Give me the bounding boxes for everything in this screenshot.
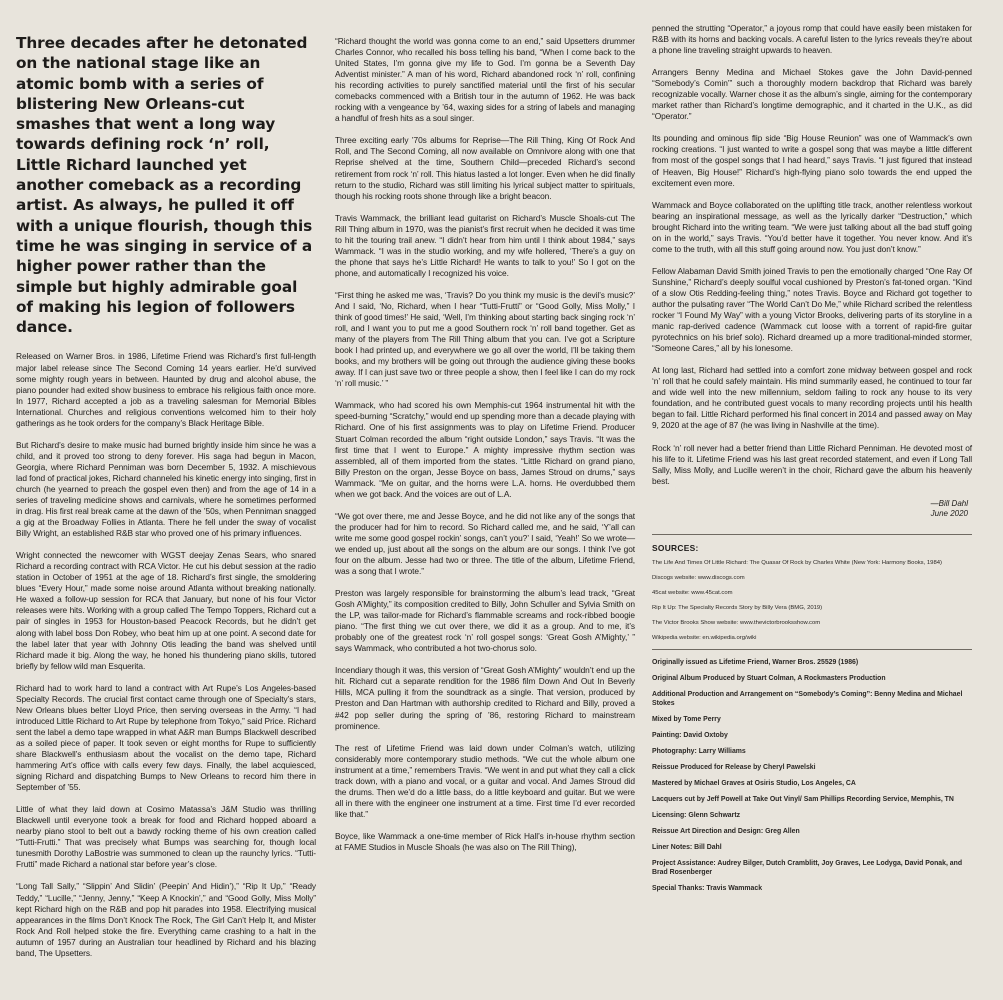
body-paragraph: The rest of Lifetime Friend was laid down under Colman’s watch, utilizing considerably more contemporary studio methods. “We cut the whole album one instrument at a time,” remembers Travis. “We went in and put what they call a click track down, with a piano and vocal, or a guitar and vocal. And James Stroud did the drums. Then we’d do a little bass, do a little keyboard and guitar. But we were all in there with the engineer one instrument at a time. First time I’d ever recorded like that.” <box>335 742 635 819</box>
credit-line: Reissue Art Direction and Design: Greg Allen <box>652 827 800 835</box>
body-paragraph: “Richard thought the world was gonna come to an end,” said Upsetters drummer Charles Connor, who recalled his boss telling his band, “When I come back to the United States, I’m gonna give my life to God. I’m gonna be a Seventh Day Adventist minister.” A man of his word, Richard abandoned rock ‘n’ roll, confining his recording activities to purely sanctified material until the first of his secular comebacks commenced with a British tour in the autumn of 1962. He was back rocking with a vengeance by ’64, waxing sides for a string of labels and managing a handful of fresh hits as a soul singer. <box>335 36 635 124</box>
body-paragraph: “Long Tall Sally,” “Slippin’ And Slidin’ (Peepin’ And Hidin’),” “Rip It Up,” “Ready Teddy,” “Lucille,” “Jenny, Jenny,” “Keep A Knockin’,” and “Good Golly, Miss Molly” kept Richard high on the R&B and pop hit parades into 1958. Electrifying musical appearances in the films Don’t Knock The Rock, The Girl Can’t Help It, and Mister Rock And Roll helped stoke the fire. Everything came crashing to a halt in the autumn of 1957 during an Australian tour headlined by Richard and his blazing band, The Upsetters. <box>16 881 316 958</box>
body-paragraph: But Richard’s desire to make music had burned brightly inside him since he was a child, and it proved too strong to deny forever. His saga had begun in Macon, Georgia, where Richard Penniman was born December 5, 1932. A mischievous lad fond of practical jokes, Richard channeled his kinetic energy into singing, first in church (he yearned to preach the gospel even then) and from the age of 14 in a series of traveling medicine shows and carnivals, where he sometimes performed in drag. His first real break came at the dawn of the ’50s, when Penniman snagged a gig at the Broadway Follies in Atlanta. There he fell under the sway of vocalist Billy Wright, an established R&B star who proved one of his primary influences. <box>16 439 316 539</box>
body-paragraph: Rock ‘n’ roll never had a better friend than Little Richard Penniman. He devoted most of his life to it. Lifetime Friend was his last great recorded statement, and even if Long Tall Sally, Miss Molly, and Lucille weren’t in the choir, Richard gave the album his heavenly best. <box>652 442 972 486</box>
body-paragraph: “First thing he asked me was, ‘Travis? Do you think my music is the devil’s music?’ And I said, ‘No, Richard, when I hear “Tutti-Frutti” or “Good Golly, Miss Molly,” I think of good times!’ He said, ‘Well, I’m thinking about starting back singing rock ‘n’ roll, and I want you to put me a good Southern rock ‘n’ roll band together. Get as many of the players from The Rill Thing album that you can. I’ve got a Scripture book I had printed up, and everywhere we go all over the world, I’ll be taking them books, and my brothers will be going out through the audience giving these books away. If I can just save two or three people a show, then I feel like I can do my rock ‘n’ roll music.’ ” <box>335 289 635 389</box>
credit-line: Mastered by Michael Graves at Osiris Studio, Los Angeles, CA <box>652 779 856 787</box>
credits-section <box>652 658 972 893</box>
credit-line: Special Thanks: Travis Wammack <box>652 884 763 892</box>
divider <box>652 534 972 535</box>
column-3 <box>652 0 972 900</box>
column-2 <box>335 0 635 864</box>
body-paragraph: Its pounding and ominous flip side “Big House Reunion” was one of Wammack’s own rocking creations. “I just wanted to write a gospel song that was maybe a little different from most of the gospel songs that I had heard,” says Travis. “I just figured that instead of Heaven, Big House!” Richard’s high-flying piano solo towards the end upped the excitement even more. <box>652 133 972 188</box>
intro-paragraph: Three decades after he detonated on the national stage like an atomic bomb with a series of blistering New Orleans-cut smashes that went a long way towards defining rock ‘n’ roll, Little Richard launched yet another comeback as a recording artist. As always, he pulled it off with a unique flourish, though this time he was singing in service of a higher power rather than the simple but highly admirable goal of making his legion of followers dance. <box>16 34 313 337</box>
signature-date: June 2020 <box>930 509 968 519</box>
source-item: The Life And Times Of Little Richard: The Quasar Of Rock by Charles White (New York: Harmony Books, 1984) <box>652 559 942 566</box>
body-paragraph: Arrangers Benny Medina and Michael Stokes gave the John David-penned “Somebody’s Comin’” such a thoroughly modern backdrop that Richard was barely recognizable vocally. Warner chose it as the album’s single, aiming for the contemporary market rather than Richard’s longtime demographic, and it charted in the U.K., as did “Operator.” <box>652 67 972 122</box>
credit-line: Liner Notes: Bill Dahl <box>652 843 722 851</box>
credit-line: Original Album Produced by Stuart Colman, A Rockmasters Production <box>652 674 886 682</box>
source-item: 45cat website: www.45cat.com <box>652 589 733 596</box>
credit-line: Additional Production and Arrangement on “Somebody’s Coming”: Benny Medina and Michael Stokes <box>652 690 963 707</box>
source-item: Wikipedia website: en.wikipedia.org/wiki <box>652 634 757 641</box>
body-paragraph: Incendiary though it was, this version of “Great Gosh A’Mighty” wouldn’t end up the hit. Richard cut a separate rendition for the 1986 film Down And Out In Beverly Hills, MCA pulling it from the soundtrack as a single. That version, produced by Preston and Dan Hartman with authorship credited to Richard and Billy, proved a #42 pop seller during the spring of ’86, restoring Richard to mainstream prominence. <box>335 665 635 731</box>
credit-line: Photography: Larry Williams <box>652 747 746 755</box>
source-item: Rip It Up: The Specialty Records Story by Billy Vera (BMG, 2019) <box>652 604 823 611</box>
source-item: Discogs website: www.discogs.com <box>652 574 745 581</box>
credit-line: Originally issued as Lifetime Friend, Warner Bros. 25529 (1986) <box>652 658 859 666</box>
sources-section <box>652 543 972 642</box>
body-paragraph: Released on Warner Bros. in 1986, Lifetime Friend was Richard’s first full-length major label release since The Second Coming 14 years earlier. He’d survived some mighty rough years in between. Haunted by drug and alcohol abuse, the piano pounder had exited show business to embrace his religious faith once more. In 1977, Richard accepted a job as a traveling salesman for Memorial Bibles International. Churches and religious conventions welcomed him to their holy gatherings as he took orders for the company’s Black Heritage Bible. <box>16 351 316 428</box>
body-paragraph: Wammack and Boyce collaborated on the uplifting title track, another relentless workout bearing an inspirational message, as well as the lyrically darker “Destruction,” which brought Richard into the writing team. “We were just talking about all the bad stuff going on in the world,” says Travis. “You’d better have it together. You never know. And it’s come to the truth, with all this stuff going around now. You just don’t know.” <box>652 199 972 254</box>
author-name: —Bill Dahl <box>930 498 968 508</box>
column-1 <box>16 0 316 970</box>
body-paragraph: Preston was largely responsible for brainstorming the album’s lead track, “Great Gosh A’Mighty,” its composition credited to Billy, John Schuller and Sylvia Smith on the LP, was tailor-made for Richard’s flammable screams and rock-ribbed boogie piano. “The first thing we cut over there, we did it as a group. And to me, it’s probably one of the greatest rock ‘n’ roll gospel songs: ‘Great Gosh A’Mighty,’ ” says Wammack, who contributed a hot two-chorus solo. <box>335 588 635 654</box>
divider <box>652 649 972 650</box>
source-item: The Victor Brooks Show website: www.thevictorbrooksshow.com <box>652 619 821 626</box>
credit-line: Licensing: Glenn Schwartz <box>652 811 741 819</box>
author-signature <box>652 499 968 520</box>
credit-line: Painting: David Oxtoby <box>652 731 728 739</box>
credit-line: Mixed by Tome Perry <box>652 715 721 723</box>
body-paragraph: Wright connected the newcomer with WGST deejay Zenas Sears, who snared Richard a recording contract with RCA Victor. He cut his debut session at the radio station in October of 1951 at the age of 18. Richard’s first single, the smoldering blues “Every Hour,” made some noise around Atlanta without breaking nationally. He waxed a follow-up session for RCA that January, but none of his four Victor releases were hits. Working with a group called The Tempo Toppers, Richard cut a pair of singles in 1953 for Houston-based Peacock Records, but he didn’t get along with label boss Don Robey, who beat him up at one point. A second date for the label later that year with Johnny Otis leading the band was shelved until Richard made it big. Along the way, he honed his thundering piano skills, tutored briefly by fellow wild man Esquerita. <box>16 550 316 671</box>
body-paragraph: “We got over there, me and Jesse Boyce, and he did not like any of the songs that the producer had for him to record. So Richard called me, and he said, ‘Y’all can write me some good gospel rockin’ songs, can’t you?’ I said, ‘Yeah!’ So we wrote—we ended up, just about all the songs on the album are our songs. I think I’ve got four on the album. Jesse had two or three. The title of the album, Lifetime Friend, was a song that I wrote.” <box>335 510 635 577</box>
credit-line: Lacquers cut by Jeff Powell at Take Out Vinyl/ Sam Phillips Recording Service, Memphis, TN <box>652 795 954 803</box>
body-paragraph: Travis Wammack, the brilliant lead guitarist on Richard’s Muscle Shoals-cut The Rill Thing album in 1970, was the pianist’s first recruit when he decided it was time to hit the touring trail anew. “I didn’t hear from him until I think about 1984,” says Wammack. “I was in the studio working, and my wife hollered, ‘There’s a guy on the phone that says he’s Little Richard! He wants to talk to you!’ So I got on the phone, and automatically I recognized his voice. <box>335 212 635 278</box>
body-paragraph: Richard had to work hard to land a contract with Art Rupe’s Los Angeles-based Specialty Records. The crucial first contact came through one of Specialty’s stars, New Orleans blues belter Lloyd Price, then serving overseas in the Army. “I had introduced Little Richard to Art Rupe by telephone from Tokyo,” said Price. Richard sent the label a demo tape wrapped in what A&R man Bumps Blackwell described as a soiled piece of paper. It took seven or eight months for Rupe to sufficiently share Blackwell’s enthusiasm about the vocalist on the demo tape, Richard hammering Art’s office with calls every few days. Finally, the label acquiesced, signing Richard and dispatching Bumps to New Orleans to record him there in September of ’55. <box>16 682 316 793</box>
body-paragraph: Little of what they laid down at Cosimo Matassa’s J&M Studio was thrilling Blackwell until everyone took a break for food and Richard hopped aboard a nearby piano stool to belt out a bawdy rocking theme of his own creation called “Tutti-Frutti.” That was precisely what Bumps was searching for, though local tunesmith Dorothy LaBostrie was summoned to clean up the raunchy lyrics. “Tutti-Frutti” made Richard a national star before year’s close. <box>16 804 316 870</box>
credit-line: Reissue Produced for Release by Cheryl Pawelski <box>652 763 816 771</box>
body-paragraph: penned the strutting “Operator,” a joyous romp that could have easily been mistaken for R&B with its horns and backing vocals. A careful listen to the lyrics reveals they’re about a phone line traveling straight upwards to heaven. <box>652 23 972 56</box>
body-paragraph: Three exciting early ’70s albums for Reprise—The Rill Thing, King Of Rock And Roll, and The Second Coming, all now available on Omnivore along with one that Reprise shelved at the time, Southern Child—preceded Richard’s second retirement from rock ‘n’ roll. This hiatus lasted a lot longer. Even when he did finally return to the studio, Richard was still limiting his lyrical subject matter to spirituals, though his rocking roots shone through like a bright beacon. <box>335 135 635 201</box>
credit-line: Project Assistance: Audrey Bilger, Dutch Cramblitt, Joy Graves, Lee Lodyga, David Ponak, and Brad Rosenberger <box>652 859 963 876</box>
body-paragraph: Wammack, who had scored his own Memphis-cut 1964 instrumental hit with the speed-burning “Scratchy,” would end up spending more than a decade playing with Richard. One of his first assignments was to play on Lifetime Friend. Producer Stuart Colman recorded the album “right outside London,” says Travis. “It was the first time that I went to Europe.” A mighty impressive rhythm section was assembled, all of them imported from the states. “Little Richard on grand piano, Billy Preston on the organ, Jesse Boyce on bass, James Stroud on drums,” says Wammack. “Me on guitar, and the horns were L.A. horns. He overdubbed them when we got back. And the voices are out of L.A. <box>335 400 635 499</box>
body-paragraph: At long last, Richard had settled into a comfort zone midway between gospel and rock ‘n’ roll that he could safely maintain. His mind summarily eased, he continued to tour far and wide well into the new millennium, seldom failing to rock any house to its very foundation, and he contributed guest vocals to many recording projects until his health began to fail. Little Richard performed his final concert in 2014 and passed away on May 9, 2020 at the age of 87 (he was living in Nashville at the time). <box>652 365 972 431</box>
sources-heading: SOURCES: <box>652 542 699 553</box>
body-paragraph: Fellow Alabaman David Smith joined Travis to pen the emotionally charged “One Ray Of Sunshine,” Richard’s deeply soulful vocal cushioned by Preston’s fat-toned organ. “Kind of a slow Otis Redding-feeling thing,” notes Travis. Boyce and Richard got together to author the pulsating raver “The World Can’t Do Me,” while Richard scribed the relentless rocker “I Found My Way” with a young Victor Brooks, delivering parts of its storyline in a manic rap-derived cadence (Wammack cut loose with a torrent of rapid-fire guitar pyrotechnics on his brief solo). Richard dreamed up a more traditional-minded stormer, “Someone Cares,” all by his lonesome. <box>652 265 972 354</box>
body-paragraph: Boyce, like Wammack a one-time member of Rick Hall’s in-house rhythm section at FAME Studios in Muscle Shoals (he was also on The Rill Thing), <box>335 830 635 852</box>
